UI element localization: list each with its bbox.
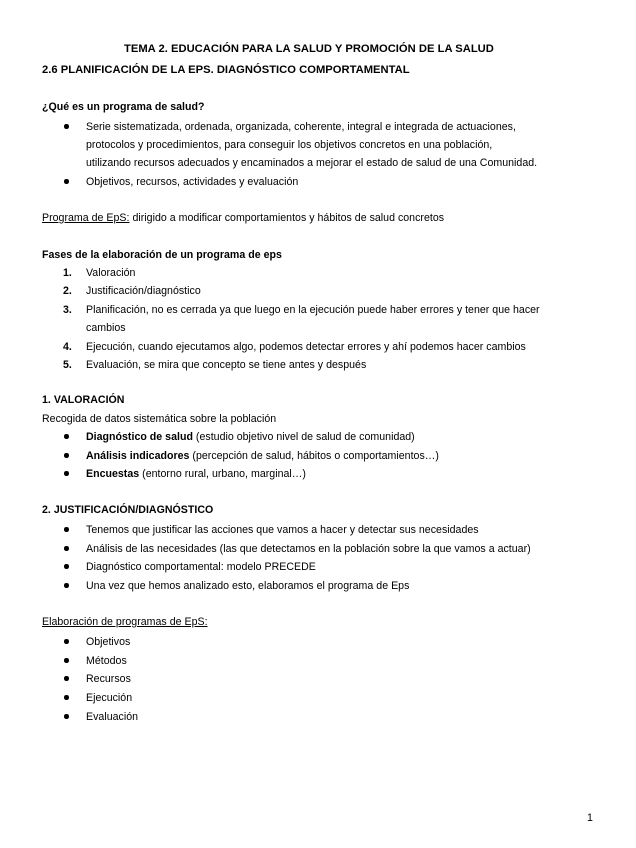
list-item-line: utilizando recursos adecuados y encaminados a mejorar el estado de salud de una Comunidad. xyxy=(86,157,538,169)
list-item: Diagnóstico comportamental: modelo PRECEDE xyxy=(86,561,316,573)
programa-definition xyxy=(42,211,444,225)
list-item: Evaluación xyxy=(86,711,139,723)
list-number: 5. xyxy=(63,359,72,371)
list-item-rest: (entorno rural, urbano, marginal…) xyxy=(139,468,306,480)
list-item-line: Justificación/diagnóstico xyxy=(86,285,201,297)
list-item: Análisis de las necesidades (las que detectamos en la población sobre la que vamos a actuar) xyxy=(86,543,531,555)
list-item: Tenemos que justificar las acciones que vamos a hacer y detectar sus necesidades xyxy=(86,524,479,536)
programa-label: Programa de EpS: xyxy=(42,212,130,224)
list-item xyxy=(86,467,306,481)
fases-heading: Fases de la elaboración de un programa de eps xyxy=(42,249,282,261)
elaboracion-heading: Elaboración de programas de EpS: xyxy=(42,616,208,628)
bullet-icon xyxy=(64,527,69,532)
list-number: 1. xyxy=(63,267,72,279)
list-item: Una vez que hemos analizado esto, elaboramos el programa de Eps xyxy=(86,580,410,592)
list-item-line: Serie sistematizada, ordenada, organizada, coherente, integral e integrada de actuaciones, xyxy=(86,121,516,133)
section-subtitle: 2.6 PLANIFICACIÓN DE LA EPS. DIAGNÓSTICO COMPORTAMENTAL xyxy=(42,64,410,76)
list-item: Ejecución xyxy=(86,692,133,704)
list-number: 2. xyxy=(63,285,72,297)
bullet-icon xyxy=(64,179,69,184)
list-item-line: Ejecución, cuando ejecutamos algo, podemos detectar errores y ahí podemos hacer cambios xyxy=(86,341,526,353)
list-item xyxy=(86,449,439,463)
list-item: Objetivos xyxy=(86,636,131,648)
page-number: 1 xyxy=(587,812,593,824)
list-number: 3. xyxy=(63,304,72,316)
valoracion-intro: Recogida de datos sistemática sobre la población xyxy=(42,413,277,425)
list-item-line: Planificación, no es cerrada ya que luego en la ejecución puede haber errores y tener que hacer xyxy=(86,304,540,316)
bullet-icon xyxy=(64,124,69,129)
list-item: Métodos xyxy=(86,655,127,667)
bullet-icon xyxy=(64,564,69,569)
list-item-rest: (percepción de salud, hábitos o comportamientos…) xyxy=(189,450,439,462)
list-item xyxy=(86,430,415,444)
list-item-line: Valoración xyxy=(86,267,136,279)
list-number: 4. xyxy=(63,341,72,353)
list-item-line: cambios xyxy=(86,322,126,334)
list-item-line: protocolos y procedimientos, para conseguir los objetivos concretos en una población, xyxy=(86,139,493,151)
bullet-icon xyxy=(64,658,69,663)
justificacion-heading: 2. JUSTIFICACIÓN/DIAGNÓSTICO xyxy=(42,504,214,516)
programa-text: dirigido a modificar comportamientos y hábitos de salud concretos xyxy=(129,212,445,224)
bullet-icon xyxy=(64,676,69,681)
bullet-icon xyxy=(64,453,69,458)
bullet-icon xyxy=(64,434,69,439)
bullet-icon xyxy=(64,714,69,719)
question-heading: ¿Qué es un programa de salud? xyxy=(42,101,205,113)
bullet-icon xyxy=(64,471,69,476)
list-item-bold: Análisis indicadores xyxy=(86,450,190,462)
bullet-icon xyxy=(64,639,69,644)
list-item-line: Objetivos, recursos, actividades y evaluación xyxy=(86,176,299,188)
document-title: TEMA 2. EDUCACIÓN PARA LA SALUD Y PROMOCIÓN DE LA SALUD xyxy=(124,43,494,55)
valoracion-heading: 1. VALORACIÓN xyxy=(42,394,125,406)
list-item-bold: Diagnóstico de salud xyxy=(86,431,193,443)
bullet-icon xyxy=(64,583,69,588)
bullet-icon xyxy=(64,695,69,700)
list-item-line: Evaluación, se mira que concepto se tiene antes y después xyxy=(86,359,367,371)
list-item-rest: (estudio objetivo nivel de salud de comunidad) xyxy=(192,431,415,443)
list-item: Recursos xyxy=(86,673,131,685)
bullet-icon xyxy=(64,546,69,551)
list-item-bold: Encuestas xyxy=(86,468,140,480)
